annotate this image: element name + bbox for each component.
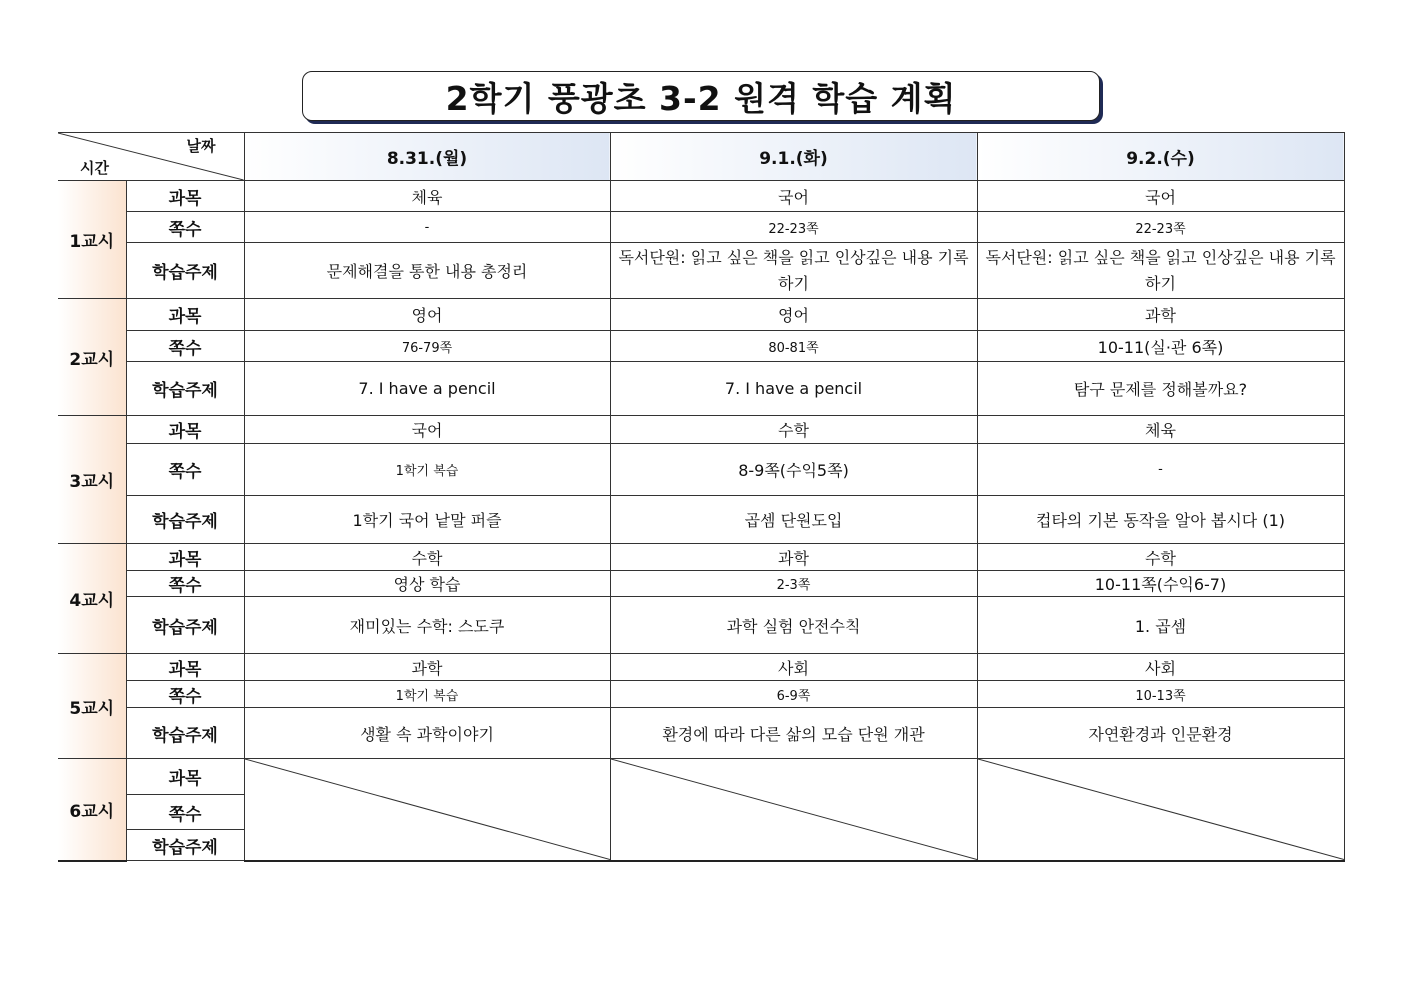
period-3-subject-row <box>58 416 1344 444</box>
cell-topic: 독서단원: 읽고 싶은 책을 읽고 인상깊은 내용 기록하기 <box>977 243 1344 299</box>
row-label-topic: 학습주제 <box>126 830 244 861</box>
period-label: 4교시 <box>58 544 126 654</box>
cell-pages: 10-13쪽 <box>977 681 1344 708</box>
row-label-subject: 과목 <box>126 181 244 212</box>
cell-subject: 국어 <box>610 181 977 212</box>
corner-cell <box>58 133 244 181</box>
row-label-subject: 과목 <box>126 759 244 795</box>
cell-subject: 수학 <box>610 416 977 444</box>
row-label-topic: 학습주제 <box>126 243 244 299</box>
period-1-topic-row <box>58 243 1344 299</box>
period-label: 3교시 <box>58 416 126 544</box>
cell-topic: 문제해결을 통한 내용 총정리 <box>244 243 610 299</box>
period-label: 5교시 <box>58 654 126 759</box>
cell-pages: 1학기 복습 <box>244 681 610 708</box>
diagonal-line <box>245 759 610 860</box>
date-header-2: 9.1.(화) <box>610 133 977 181</box>
date-header-3: 9.2.(수) <box>977 133 1344 181</box>
cell-pages: 76-79쪽 <box>244 331 610 362</box>
cell-topic: 7. I have a pencil <box>610 362 977 416</box>
period-6-subject-row <box>58 759 1344 795</box>
cell-pages: 6-9쪽 <box>610 681 977 708</box>
row-label-topic: 학습주제 <box>126 496 244 544</box>
row-label-subject: 과목 <box>126 544 244 571</box>
cell-pages: 영상 학습 <box>244 571 610 597</box>
cell-topic: 과학 실험 안전수칙 <box>610 597 977 654</box>
cell-pages: - <box>244 212 610 243</box>
cell-topic: 자연환경과 인문환경 <box>977 708 1344 759</box>
page-title: 2학기 풍광초 3-2 원격 학습 계획 <box>445 78 957 118</box>
schedule-table <box>58 132 1345 862</box>
cell-subject: 체육 <box>977 416 1344 444</box>
cell-topic: 7. I have a pencil <box>244 362 610 416</box>
row-label-pages: 쪽수 <box>126 571 244 597</box>
period-3-topic-row <box>58 496 1344 544</box>
period-4-subject-row <box>58 544 1344 571</box>
row-label-topic: 학습주제 <box>126 708 244 759</box>
cell-subject: 국어 <box>977 181 1344 212</box>
date-header-label: 날짜 <box>186 137 216 155</box>
row-label-topic: 학습주제 <box>126 597 244 654</box>
time-header-label: 시간 <box>80 159 109 177</box>
cell-pages: 1학기 복습 <box>244 444 610 496</box>
cell-subject: 과학 <box>244 654 610 681</box>
cell-subject: 국어 <box>244 416 610 444</box>
cell-subject: 사회 <box>977 654 1344 681</box>
period-label: 2교시 <box>58 299 126 416</box>
period-3-pages-row <box>58 444 1344 496</box>
period-5-subject-row <box>58 654 1344 681</box>
cell-pages: 8-9쪽(수익5쪽) <box>610 444 977 496</box>
title-box <box>302 71 1100 121</box>
header-row <box>58 133 1344 181</box>
period-2-subject-row <box>58 299 1344 331</box>
period-4-topic-row <box>58 597 1344 654</box>
cell-pages: - <box>977 444 1344 496</box>
cell-subject: 영어 <box>610 299 977 331</box>
period-1-pages-row <box>58 212 1344 243</box>
cell-pages: 2-3쪽 <box>610 571 977 597</box>
cell-subject: 과학 <box>977 299 1344 331</box>
empty-cell-diagonal <box>244 759 610 861</box>
cell-topic: 탐구 문제를 정해볼까요? <box>977 362 1344 416</box>
cell-subject: 수학 <box>977 544 1344 571</box>
diagonal-line <box>611 759 977 860</box>
period-2-pages-row <box>58 331 1344 362</box>
cell-topic: 곱셈 단원도입 <box>610 496 977 544</box>
cell-subject: 영어 <box>244 299 610 331</box>
cell-topic: 재미있는 수학: 스도쿠 <box>244 597 610 654</box>
row-label-pages: 쪽수 <box>126 795 244 830</box>
row-label-pages: 쪽수 <box>126 331 244 362</box>
cell-topic: 1학기 국어 낱말 퍼즐 <box>244 496 610 544</box>
row-label-pages: 쪽수 <box>126 681 244 708</box>
period-label: 1교시 <box>58 181 126 299</box>
cell-pages: 10-11쪽(수익6-7) <box>977 571 1344 597</box>
period-5-pages-row <box>58 681 1344 708</box>
row-label-topic: 학습주제 <box>126 362 244 416</box>
diagonal-line <box>978 759 1344 860</box>
period-5-topic-row <box>58 708 1344 759</box>
period-label: 6교시 <box>58 759 126 861</box>
cell-topic: 환경에 따라 다른 삶의 모습 단원 개관 <box>610 708 977 759</box>
cell-topic: 컵타의 기본 동작을 알아 봅시다 (1) <box>977 496 1344 544</box>
cell-subject: 과학 <box>610 544 977 571</box>
row-label-pages: 쪽수 <box>126 444 244 496</box>
date-header-1: 8.31.(월) <box>244 133 610 181</box>
row-label-subject: 과목 <box>126 654 244 681</box>
row-label-subject: 과목 <box>126 416 244 444</box>
cell-topic: 독서단원: 읽고 싶은 책을 읽고 인상깊은 내용 기록하기 <box>610 243 977 299</box>
cell-pages: 80-81쪽 <box>610 331 977 362</box>
cell-subject: 사회 <box>610 654 977 681</box>
cell-topic: 1. 곱셈 <box>977 597 1344 654</box>
period-1-subject-row <box>58 181 1344 212</box>
period-4-pages-row <box>58 571 1344 597</box>
row-label-pages: 쪽수 <box>126 212 244 243</box>
empty-cell-diagonal <box>610 759 977 861</box>
cell-subject: 체육 <box>244 181 610 212</box>
cell-topic: 생활 속 과학이야기 <box>244 708 610 759</box>
empty-cell-diagonal <box>977 759 1344 861</box>
period-2-topic-row <box>58 362 1344 416</box>
cell-subject: 수학 <box>244 544 610 571</box>
row-label-subject: 과목 <box>126 299 244 331</box>
cell-pages: 10-11(실·관 6쪽) <box>977 331 1344 362</box>
cell-pages: 22-23쪽 <box>610 212 977 243</box>
cell-pages: 22-23쪽 <box>977 212 1344 243</box>
